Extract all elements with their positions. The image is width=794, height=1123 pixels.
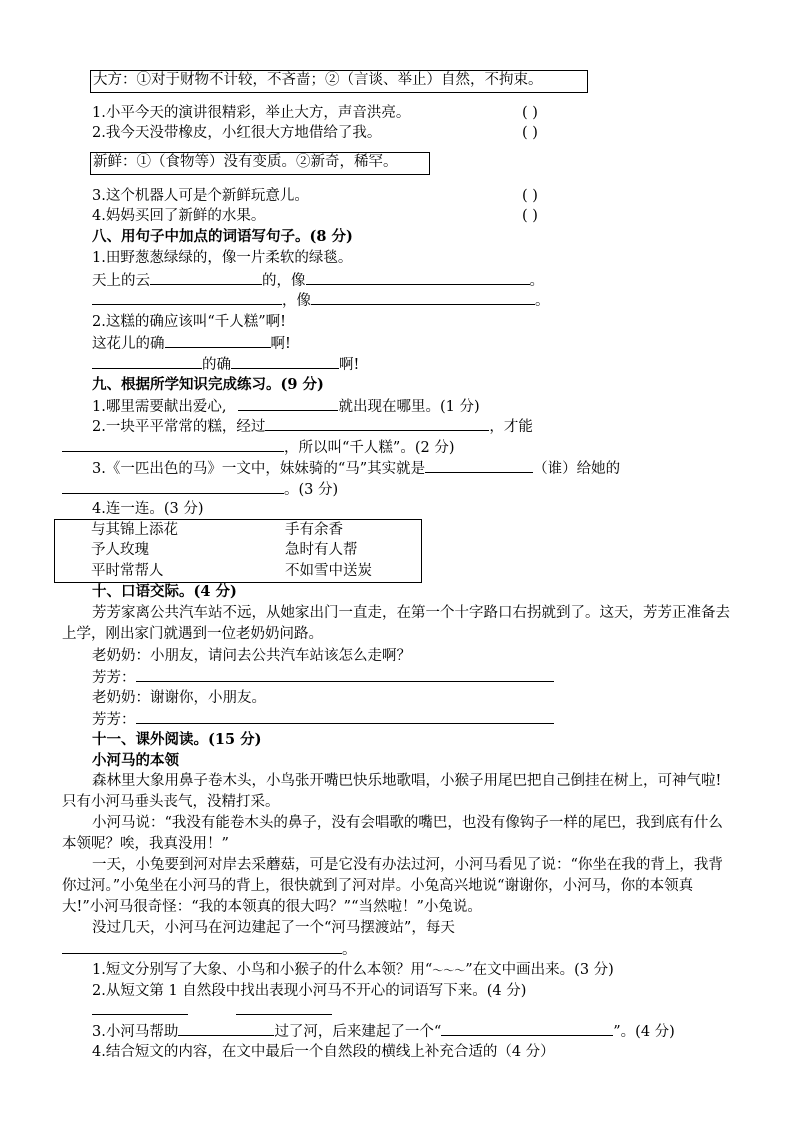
answer-line[interactable]: [136, 709, 554, 724]
match-left-2[interactable]: 予人玫瑰: [91, 542, 149, 558]
answer-line[interactable]: [136, 667, 554, 682]
blank[interactable]: [178, 1021, 274, 1036]
answer-paren-2[interactable]: ( ): [522, 125, 538, 141]
s11-question-3: 3.小河马帮助 过了河，后来建起了一个“ ”。(4 分): [92, 1021, 675, 1042]
s9-item-3: 3.《一匹出色的马》一文中，妹妹骑的“马”其实就是 （谁）给她的: [92, 458, 620, 479]
s8-example-2: 2.这糕的确应该叫“千人糕”啊!: [92, 314, 286, 330]
s8-line-2a: 这花儿的确 啊!: [92, 333, 291, 354]
s10-dialog-3: 老奶奶：谢谢你，小朋友。: [92, 690, 266, 706]
blank[interactable]: [425, 458, 533, 473]
match-left-3[interactable]: 平时常帮人: [91, 563, 164, 579]
s11-question-2: 2.从短文第 1 自然段中找出表现小河马不开心的词语写下来。(4 分): [92, 983, 527, 999]
s11-question-2-blanks: [92, 1000, 332, 1021]
match-left-1[interactable]: 与其锦上添花: [91, 522, 178, 538]
section-9-title: 九、根据所学知识完成练习。(9 分): [92, 376, 324, 393]
blank[interactable]: [92, 354, 202, 369]
answer-paren-3[interactable]: ( ): [522, 188, 538, 204]
s8-line-1b: ，像 。: [92, 290, 550, 311]
s10-dialog-2: 芳芳：: [92, 667, 554, 688]
match-right-2[interactable]: 急时有人帮: [285, 542, 358, 558]
story-title: 小河马的本领: [92, 752, 179, 769]
matching-table: [54, 519, 422, 583]
s9-item-2: 2.一块平平常常的糕，经过 ，才能: [92, 416, 533, 437]
answer-line[interactable]: [236, 1000, 332, 1015]
answer-paren-1[interactable]: ( ): [522, 105, 538, 121]
answer-paren-4[interactable]: ( ): [522, 208, 538, 224]
blank[interactable]: [441, 1021, 613, 1036]
s10-scenario: 芳芳家离公共汽车站不远，从她家出门一直走，在第一个十字路口右拐就到了。这天，芳芳正准备去上学，刚出家门就遇到一位老奶奶问路。: [62, 605, 730, 642]
blank[interactable]: [306, 270, 530, 285]
s8-example-1: 1.田野葱葱绿绿的，像一片柔软的绿毯。: [92, 250, 353, 266]
s8-line-1a: 天上的云 的，像 。: [92, 270, 544, 291]
story-paragraph-3: 一天，小兔要到河对岸去采蘑菇，可是它没有办法过河，小河马看见了说：“你坐在我的背上，我背你过河。”小兔坐在小河马的背上，很快就到了河对岸。小兔高兴地说“谢谢你，小河马，你的本领真大!”小河马很奇怪：“我的本领真的很大吗？”“当然啦！”小兔说。: [62, 857, 723, 915]
blank[interactable]: [165, 333, 271, 348]
s9-item-3b: 。(3 分): [62, 479, 338, 500]
question-3: 3.这个机器人可是个新鲜玩意儿。: [92, 188, 309, 204]
match-right-1[interactable]: 手有余香: [285, 522, 343, 538]
definition-dafang: 大方：①对于财物不计较，不吝啬；②（言谈、举止）自然，不拘束。: [93, 72, 543, 88]
blank[interactable]: [265, 416, 489, 431]
section-8-title: 八、用句子中加点的词语写句子。(8 分): [92, 228, 353, 245]
answer-line[interactable]: [92, 1000, 188, 1015]
question-4: 4.妈妈买回了新鲜的水果。: [92, 208, 266, 224]
definition-xinxian: 新鲜：①（食物等）没有变质。②新奇，稀罕。: [93, 154, 398, 170]
blank[interactable]: [150, 270, 262, 285]
answer-line[interactable]: [62, 939, 342, 954]
section-10-title: 十、口语交际。(4 分): [92, 583, 237, 600]
blank[interactable]: [311, 290, 535, 305]
section-11-title: 十一、课外阅读。(15 分): [92, 731, 262, 748]
blank[interactable]: [238, 396, 338, 411]
s9-item-4: 4.连一连。(3 分): [92, 501, 204, 517]
question-2: 2.我今天没带橡皮，小红很大方地借给了我。: [92, 125, 382, 141]
wavy-mark: ～～～: [432, 964, 466, 977]
s11-question-1: 1.短文分别写了大象、小鸟和小猴子的什么本领？用“～～～”在文中画出来。(3 分): [92, 962, 614, 978]
story-paragraph-1: 森林里大象用鼻子卷木头，小鸟张开嘴巴快乐地歌唱，小猴子用尾巴把自己倒挂在树上，可神气啦! 只有小河马垂头丧气，没精打采。: [62, 773, 722, 810]
s11-question-4: 4.结合短文的内容，在文中最后一个自然段的横线上补充合适的（4 分）: [92, 1044, 555, 1060]
s9-item-1: 1.哪里需要献出爱心, 就出现在哪里。(1 分): [92, 396, 480, 417]
blank[interactable]: [92, 290, 282, 305]
story-paragraph-4-blank: 。: [62, 939, 357, 960]
s8-line-2b: 的确 啊!: [92, 354, 359, 375]
s10-dialog-1: 老奶奶：小朋友，请问去公共汽车站该怎么走啊？: [92, 648, 411, 664]
blank[interactable]: [231, 354, 339, 369]
s9-item-2b: ，所以叫“千人糕”。(2 分): [62, 437, 454, 458]
story-paragraph-4: 没过几天，小河马在河边建起了一个“河马摆渡站”，每天: [92, 920, 455, 936]
blank[interactable]: [62, 437, 284, 452]
story-paragraph-2: 小河马说：“我没有能卷木头的鼻子，没有会唱歌的嘴巴，也没有像钩子一样的尾巴，我到底有什么本领呢？唉，我真没用！”: [62, 815, 723, 852]
question-1: 1.小平今天的演讲很精彩，举止大方，声音洪亮。: [92, 105, 411, 121]
s10-dialog-4: 芳芳：: [92, 709, 554, 730]
blank[interactable]: [62, 479, 284, 494]
match-right-3[interactable]: 不如雪中送炭: [285, 563, 372, 579]
